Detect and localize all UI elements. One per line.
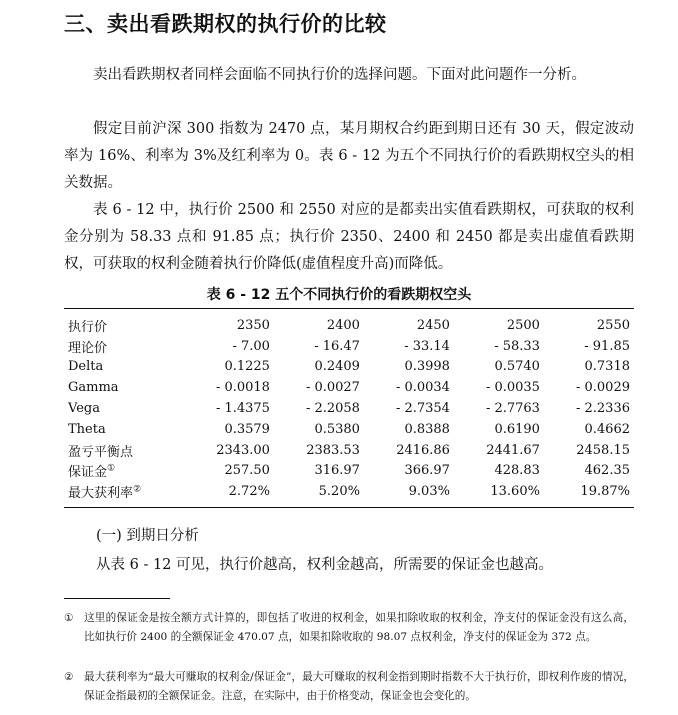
- table-cell: - 58.33: [494, 338, 540, 354]
- row-label: 最大获利率: [68, 486, 134, 502]
- table-cell: 2416.86: [396, 442, 450, 458]
- table-bottom-rule: [64, 507, 634, 508]
- row-label-cell: [64, 377, 188, 398]
- table-cell: - 2.2058: [305, 401, 360, 417]
- table-cell: 0.6190: [494, 421, 540, 437]
- footnote-text: 最大获利率为“最大可赚取的权利金/保证金”，最大可赚取的权利金指到期时指数不大于执行价，即权利作废的情况，保证金指最初的全额保证金。注意，在实际中，由于价格变动，保证金也会变化的。: [84, 671, 634, 702]
- table-cell: 0.2409: [314, 359, 360, 375]
- table-cell: - 2.2336: [575, 401, 630, 417]
- row-label: Gamma: [68, 380, 119, 396]
- table-cell: 462.35: [584, 463, 630, 479]
- row-label: Vega: [68, 401, 100, 417]
- table-top-rule: [64, 308, 634, 309]
- table-cell: 0.3998: [404, 359, 450, 375]
- table-cell: 9.03%: [408, 484, 450, 500]
- table-cell: - 1.4375: [215, 401, 270, 417]
- table-row: [64, 315, 634, 336]
- table-cell: - 91.85: [584, 338, 630, 354]
- row-label: Theta: [68, 421, 106, 437]
- footnote-mark: ②: [64, 671, 74, 683]
- footnote-1: [64, 609, 634, 646]
- table-cell: 2350: [236, 317, 270, 333]
- table-cell: 0.3579: [224, 421, 270, 437]
- table-cell: 428.83: [494, 463, 540, 479]
- table-row: [64, 377, 634, 398]
- table-cell: 0.7318: [584, 359, 630, 375]
- data-table: [64, 315, 634, 502]
- row-label-cell: [64, 398, 188, 419]
- table-cell: - 7.00: [232, 338, 270, 354]
- table-cell: 0.5740: [494, 359, 540, 375]
- table-body: [64, 315, 634, 502]
- row-label-cell: [64, 440, 188, 461]
- footnote-ref: ②: [133, 484, 142, 495]
- footnote-2: [64, 668, 634, 705]
- table-cell: 2383.53: [306, 442, 360, 458]
- table-cell: - 0.0027: [305, 380, 360, 396]
- table-cell: 2441.67: [486, 442, 540, 458]
- table-cell: 2.72%: [228, 484, 270, 500]
- table-cell: 5.20%: [318, 484, 360, 500]
- table-row: [64, 357, 634, 378]
- table-cell: 19.87%: [580, 484, 630, 500]
- section-title: 三、卖出看跌期权的执行价的比较: [64, 12, 387, 36]
- row-label-cell: [64, 481, 188, 502]
- table-cell: 2500: [506, 317, 540, 333]
- footnote-ref: ①: [107, 464, 116, 475]
- row-label-cell: [64, 315, 188, 336]
- row-label-cell: [64, 357, 188, 378]
- footnote-text: 这里的保证金是按全额方式计算的，即包括了收进的权利金，如果扣除收取的权利金，净支付的保证金没有这么高，比如执行价 2400 的全额保证金 470.07 点，如果扣除收取的 98.07 点权利金，净支付的保证金为 372 点。: [84, 612, 634, 643]
- table-row: [64, 481, 634, 502]
- table-cell: 0.5380: [314, 421, 360, 437]
- table-cell: - 0.0029: [575, 380, 630, 396]
- table-row: [64, 419, 634, 440]
- table-cell: 2550: [596, 317, 630, 333]
- row-label: 执行价: [68, 319, 108, 335]
- row-label: 理论价: [68, 340, 108, 356]
- table-cell: 0.1225: [224, 359, 270, 375]
- table-cell: 0.8388: [404, 421, 450, 437]
- table-caption: 表 6 - 12 五个不同执行价的看跌期权空头: [206, 287, 472, 303]
- table-cell: - 0.0034: [395, 380, 450, 396]
- table-cell: 13.60%: [490, 484, 540, 500]
- table-cell: - 33.14: [404, 338, 450, 354]
- row-label-cell: [64, 336, 188, 357]
- paragraph-assumptions: 假定目前沪深 300 指数为 2470 点，某月期权合约距到期日还有 30 天，假定波动率为 16%、利率为 3%及红利率为 0。表 6 - 12 为五个不同执行价的看跌期权空头的相关数据。: [64, 121, 634, 191]
- paragraph-analysis: 表 6 - 12 中，执行价 2500 和 2550 对应的是都卖出实值看跌期权，可获取的权利金分别为 58.33 点和 91.85 点；执行价 2350、2400 和 2450 都是卖出虚值看跌期权，可获取的权利金随着执行价降低(虚值程度升高)而降低。: [64, 202, 634, 272]
- table-cell: 316.97: [314, 463, 360, 479]
- row-label-cell: [64, 419, 188, 440]
- footnote-mark: ①: [64, 612, 74, 624]
- table-row: [64, 461, 634, 482]
- subsection-title: (一) 到期日分析: [96, 528, 199, 544]
- table-row: [64, 336, 634, 357]
- table-cell: - 0.0018: [215, 380, 270, 396]
- table-cell: 2343.00: [216, 442, 270, 458]
- table-cell: 366.97: [404, 463, 450, 479]
- table-row: [64, 398, 634, 419]
- table-cell: 2458.15: [576, 442, 630, 458]
- row-label: 盈亏平衡点: [68, 444, 134, 460]
- table-cell: 257.50: [224, 463, 270, 479]
- row-label-cell: [64, 461, 188, 482]
- row-label: Delta: [68, 359, 104, 375]
- table-cell: 2400: [326, 317, 360, 333]
- row-label: 保证金: [68, 465, 108, 481]
- table-cell: 0.4662: [584, 421, 630, 437]
- table-cell: - 16.47: [314, 338, 360, 354]
- footnote-separator: [64, 598, 170, 599]
- table-cell: - 2.7763: [485, 401, 540, 417]
- paragraph-intro: 卖出看跌期权者同样会面临不同执行价的选择问题。下面对此问题作一分析。: [93, 67, 586, 83]
- table-cell: - 2.7354: [395, 401, 450, 417]
- table-row: [64, 440, 634, 461]
- subsection-paragraph: 从表 6 - 12 可见，执行价越高，权利金越高，所需要的保证金也越高。: [96, 557, 554, 573]
- table-cell: - 0.0035: [485, 380, 540, 396]
- table-cell: 2450: [416, 317, 450, 333]
